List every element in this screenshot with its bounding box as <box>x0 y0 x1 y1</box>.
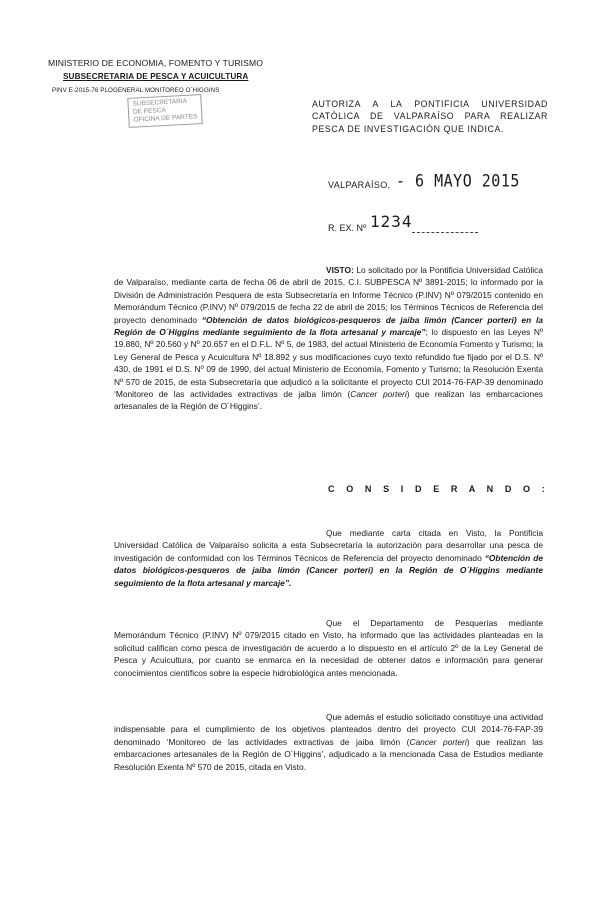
visto-text: ; lo dispuesto en las Leyes Nº 19.880, Nº 20.560 y Nº 20.657 en el D.F.L. Nº 5, de 1983, del actual Ministerio de Economía Fomento y Turismo; la Ley General de Pesca y Acuicultura Nº 18.892 y sus modificaciones cuyo texto refundido fue fijado por el D.S. Nº 430, de 1991 el D.S. Nº 09 de 1990, del actual Ministerio de Economía, Fomento y Turismo; la Resolución Exenta Nº 570 de 2015, de esta Subsecretaría que adjudicó a la solicitante el proyecto CUI 2014-76-FAP-39 denominado ‘Monitoreo de las actividades extractivas de jaiba limón ( <box>114 327 543 400</box>
visto-label: VISTO: <box>326 265 354 275</box>
stamp-line: OFICINA DE PARTES <box>133 113 198 124</box>
rex-number: 1234 <box>370 212 413 231</box>
subsecretaria-name: SUBSECRETARIA DE PESCA Y ACUICULTURA <box>63 72 249 81</box>
title-line: CATÓLICA DE VALPARAÍSO PARA REALIZAR <box>312 111 548 122</box>
paragraph-text: Que además el estudio solicitado constituye una actividad indispensable para el cumplimiento de los objetivos planteados dentro del proyecto CUI 2014-76-FAP-39 denominado ‘Monitoreo de las actividades extractivas de jaiba limón ( <box>114 712 543 747</box>
stamp-line: DE PESCA <box>132 106 167 116</box>
considerando-heading: C O N S I D E R A N D O : <box>328 484 550 494</box>
paragraph-text: Que el Departamento de Pesquerías mediante Memorándum Técnico (P.INV) Nº 079/2015 citado en Visto, ha informado que las actividades planteadas en la solicitud califican como pesca de investigación de acuerdo a lo dispuesto en el artículo 2º de la Ley General de Pesca y Acuicultura, por cuanto se enmarca en la necesidad de obtener datos e información para generar conocimientos científicos sobre la especie hidrobiológica antes mencionada. <box>114 618 543 678</box>
project-title: “Obtención de datos biológicos-pesqueros de jaiba limón (Cancer porteri) en la Región de O´Higgins mediante seguimiento de la flota artesanal y marcaje” <box>114 314 543 338</box>
rex-label: R. EX. Nº <box>328 223 367 233</box>
title-line: AUTORIZA A LA PONTIFICIA UNIVERSIDAD <box>312 99 548 109</box>
title-line: PESCA DE INVESTIGACIÓN QUE INDICA. <box>312 123 504 134</box>
considerando-paragraph-1 <box>114 527 543 589</box>
stamp-line: SUBSECRETARIA <box>132 97 188 108</box>
visto-paragraph <box>114 264 543 413</box>
reception-stamp <box>127 94 203 128</box>
paragraph-text: ) que realizan las embarcaciones artesanales de la Región de O´Higgins’, adjudicado a la mencionada Casa de Estudios mediante Resolución Exenta Nº 570 de 2015, citada en Visto. <box>114 736 543 772</box>
considerando-paragraph-2 <box>114 617 543 679</box>
considerando-paragraph-3 <box>114 711 543 773</box>
species-name: Cancer porteri <box>409 736 467 747</box>
paragraph-text: Que mediante carta citada en Visto, la Pontificia Universidad Católica de Valparaíso solicita a esta Subsecretaría la autorización para desarrollar una pesca de investigación de conformidad con los Términos Técnicos de Referencia del proyecto denominado <box>114 528 543 563</box>
ministry-name: MINISTERIO DE ECONOMIA, FOMENTO Y TURISMO <box>48 58 263 68</box>
project-title: “Obtención de datos biológicos-pesqueros de jaiba limón (Cancer porteri) en la Región de O´Higgins mediante seguimiento de la flota artesanal y marcaje”. <box>114 552 544 588</box>
resolution-date: - 6 MAYO 2015 <box>396 171 520 191</box>
place-label: VALPARAÍSO, <box>328 180 391 190</box>
reference-code: PINV E-2015-76 PLOGENERAL MONITOREO O´HIGGINS <box>52 87 220 94</box>
rex-blank-line <box>412 232 478 233</box>
species-name: Cancer porteri <box>350 389 407 400</box>
resolution-title <box>312 98 548 135</box>
visto-text: ) que realizan las embarcaciones artesanales de la Región de O´Higgins’. <box>114 389 543 412</box>
visto-text: Lo solicitado por la Pontificia Universidad Católica de Valparaíso, mediante carta de fecha 06 de abril de 2015, C.I. SUBPESCA Nº 3891-2015; lo informado por la División de Administración Pesquera de esta Subsecretaría en Informe Técnico (P.INV) Nº 079/2015 contenido en Memorándum Técnico (P.INV) Nº 079/2015 de fecha 22 de abril de 2015; los Términos Técnicos de Referencia del proyecto denominado <box>114 265 543 325</box>
